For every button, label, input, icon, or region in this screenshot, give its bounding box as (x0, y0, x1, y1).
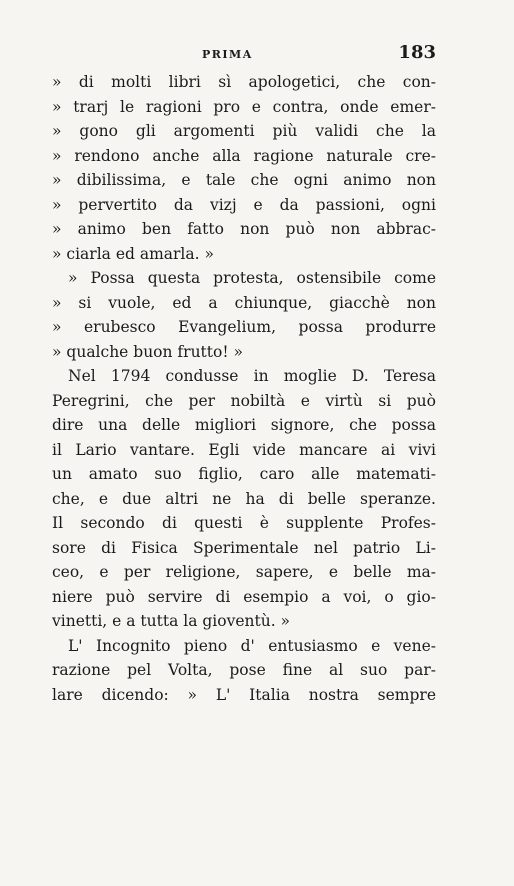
text-line: il Lario vantare. Egli vide mancare ai vivi (52, 440, 436, 459)
text-line: L' Incognito pieno d' entusiasmo e vene- (68, 636, 436, 655)
text-line: sore di Fisica Sperimentale nel patrio Li- (52, 538, 436, 557)
text-line: vinetti, e a tutta la gioventù. » (52, 612, 291, 630)
text-line: razione pel Volta, pose fine al suo par- (52, 661, 436, 679)
text-line: niere può servire di esempio a voi, o gio- (52, 587, 436, 606)
text-line: dire una delle migliori signore, che possa (52, 416, 436, 434)
text-line: » Possa questa protesta, ostensibile come (68, 269, 436, 287)
text-line: un amato suo figlio, caro alle matemati- (52, 465, 436, 483)
page-header (56, 44, 436, 66)
text-line: Nel 1794 condusse in moglie D. Teresa (68, 367, 436, 385)
text-line: » ciarla ed amarla. » (52, 244, 214, 263)
text-line: » di molti libri sì apologetici, che con- (52, 73, 436, 91)
text-line: che, e due altri ne ha di belle speranze. (52, 489, 436, 508)
text-line: Il secondo di questi è supplente Profes- (52, 514, 436, 532)
text-line: » erubesco Evangelium, possa produrre (52, 318, 436, 336)
text-line: ceo, e per religione, sapere, e belle ma- (52, 563, 436, 581)
text-line: Peregrini, che per nobiltà e virtù si può (52, 391, 436, 410)
text-line: » animo ben fatto non può non abbrac- (52, 220, 436, 238)
text-line: » qualche buon frutto! » (52, 342, 243, 361)
text-line: lare dicendo: » L' Italia nostra sempre (52, 685, 436, 704)
text-line: » trarj le ragioni pro e contra, onde emer- (52, 97, 436, 116)
text-line: » gono gli argomenti più validi che la (52, 122, 436, 140)
running-head: PRIMA (202, 48, 253, 61)
text-line: » rendono anche alla ragione naturale cre- (52, 146, 436, 165)
text-line: » si vuole, ed a chiunque, giacchè non (52, 293, 436, 312)
body-text (52, 70, 436, 707)
text-line: » dibilissima, e tale che ogni animo non (52, 171, 436, 189)
page-number: 183 (398, 42, 436, 63)
text-line: » pervertito da vizj e da passioni, ogni (52, 195, 436, 214)
